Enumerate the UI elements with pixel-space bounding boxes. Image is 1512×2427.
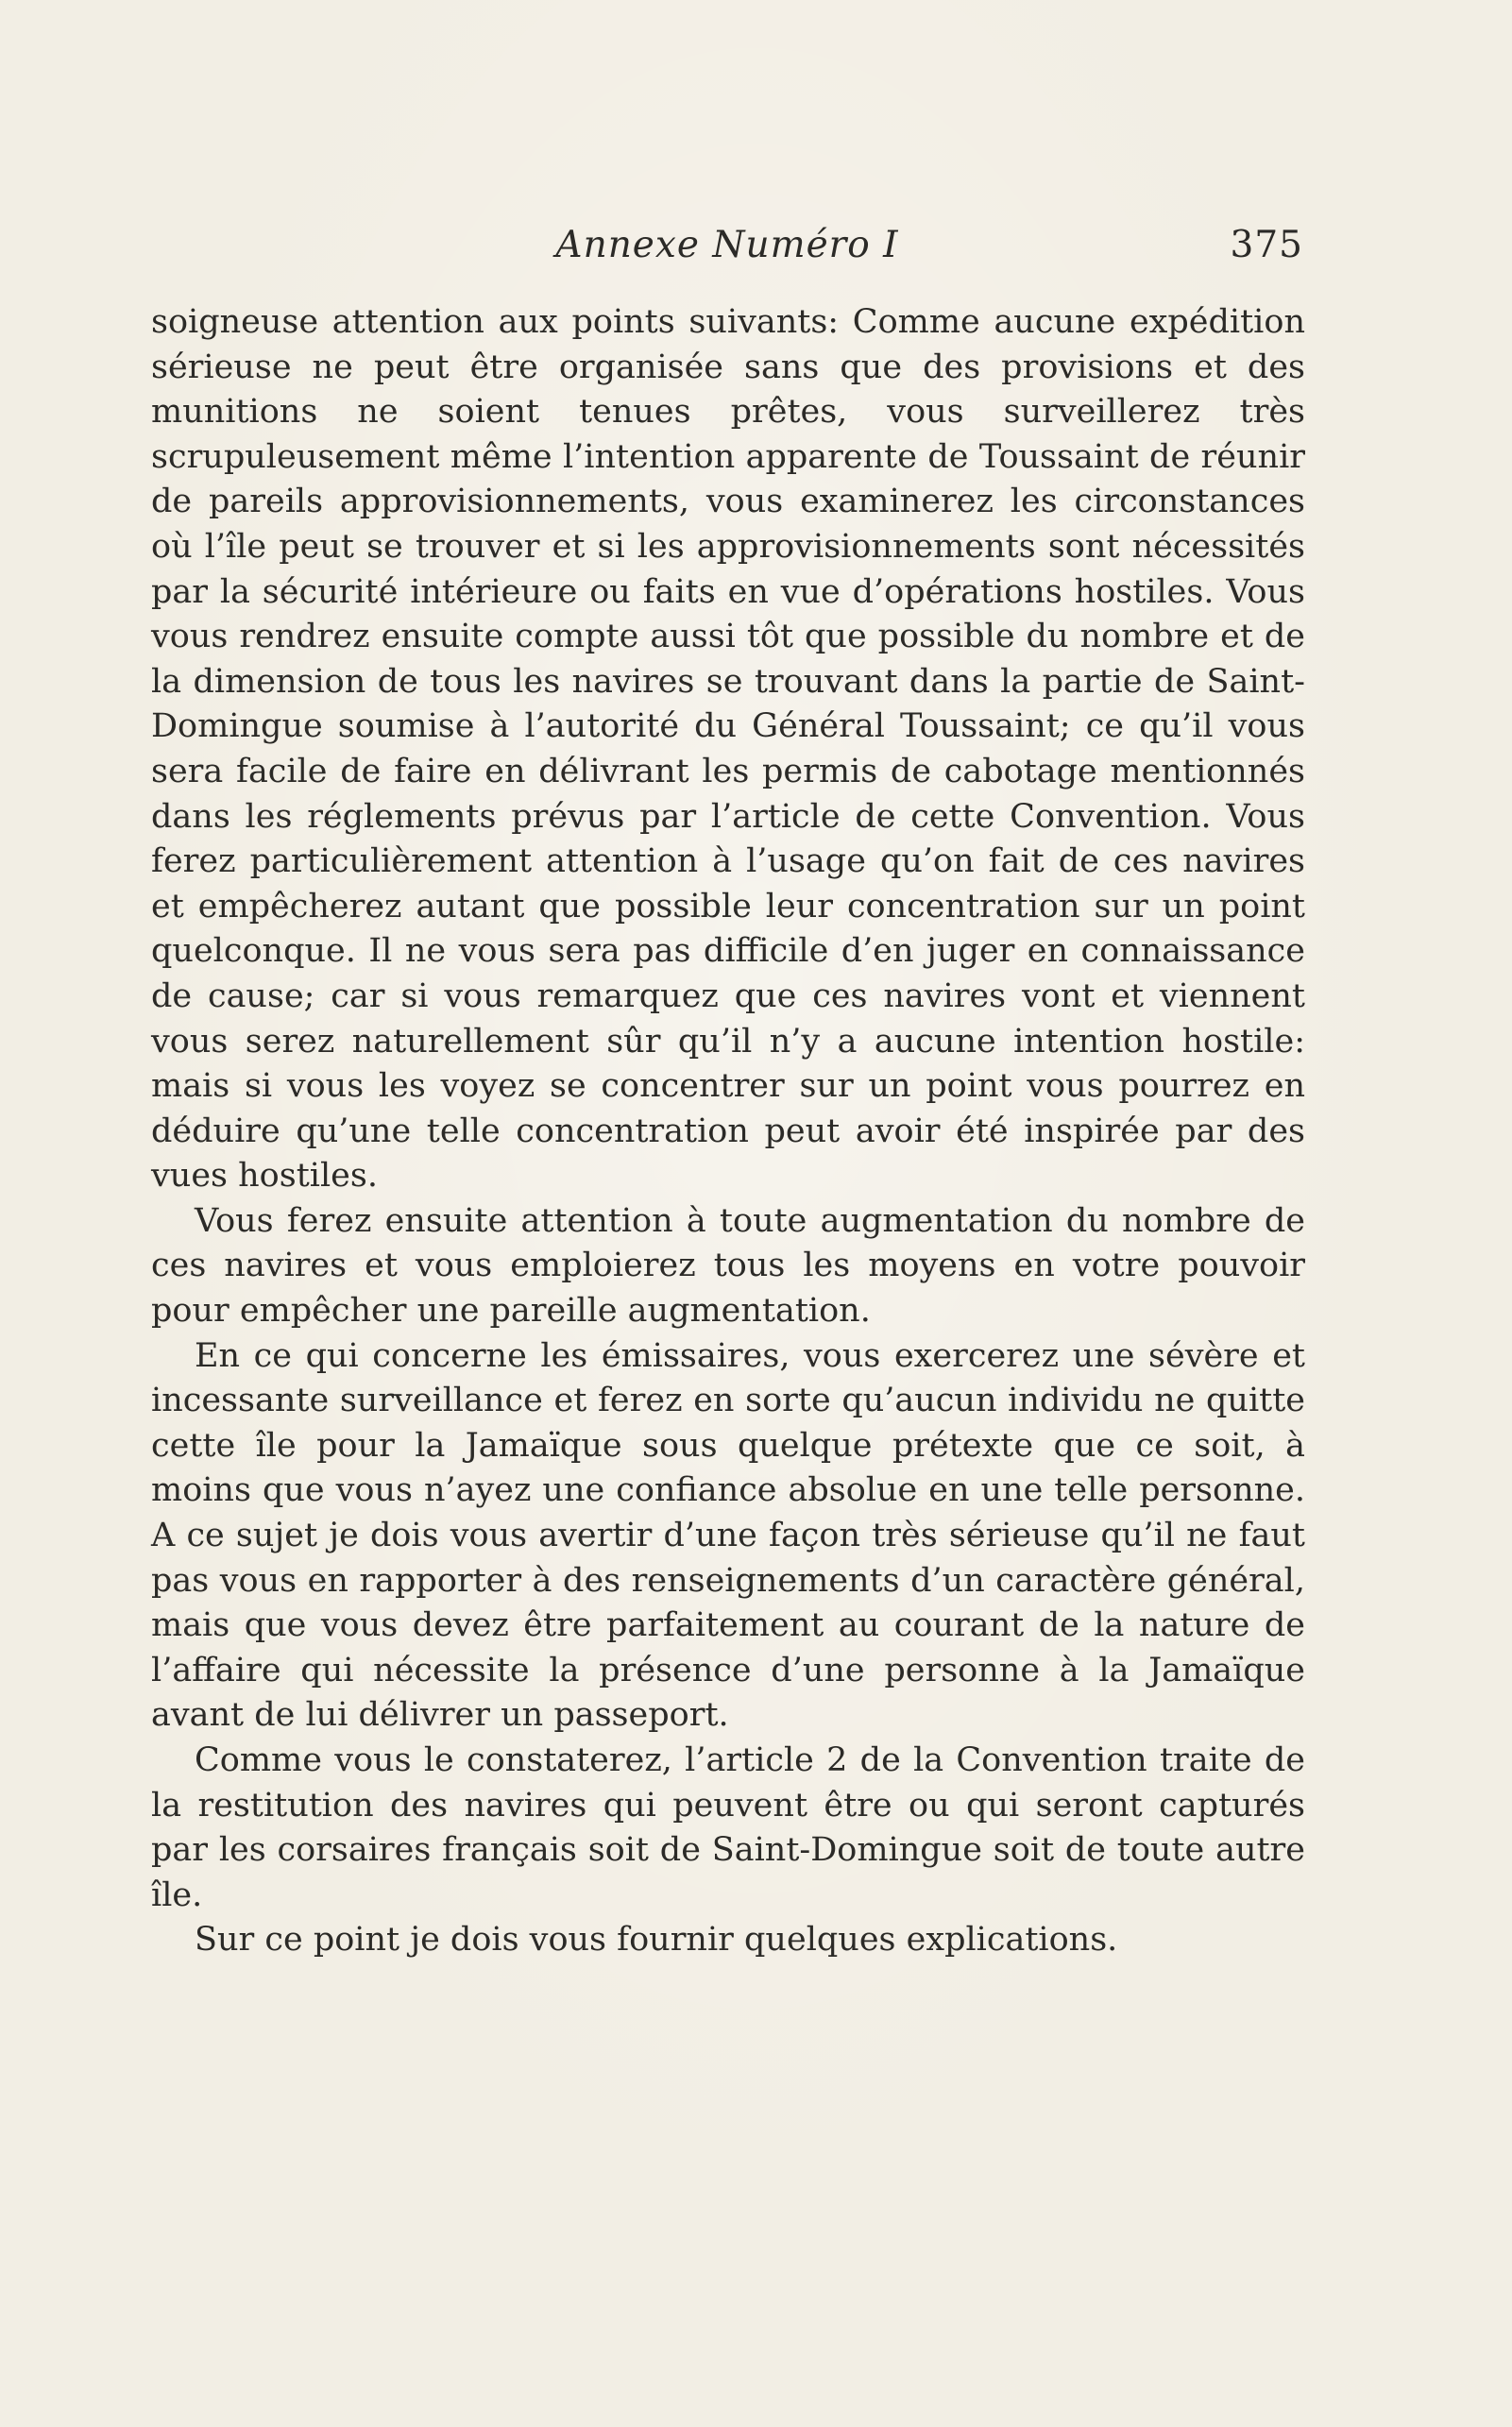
running-title: Annexe Numéro I (555, 224, 899, 266)
paragraph-1: soigneuse attention aux points suivants: Comme aucune expédition sérieuse ne peut être organisée sans que des provisions et des munitions ne soient tenues prêtes, vous surveillerez très scrupuleusement même l’intention apparente de Toussaint de réunir de pareils approvisionnements, vous examinerez les circonstances où l’île peut se trouver et si les approvisionnements sont nécessités par la sécurité intérieure ou faits en vue d’opérations hostiles. Vous vous rendrez ensuite compte aussi tôt que possible du nombre et de la dimension de tous les navires se trouvant dans la partie de Saint-Domingue soumise à l’autorité du Général Toussaint; ce qu’il vous sera facile de faire en délivrant les permis de cabotage mentionnés dans les réglements prévus par l’article de cette Convention. Vous ferez particulièrement attention à l’usage qu’on fait de ces navires et empêcherez autant que possible leur concentration sur un point quelconque. Il ne vous sera pas difficile d’en juger en connaissance de cause; car si vous remarquez que ces navires vont et viennent vous serez naturellement sûr qu’il n’y a aucune intention hostile: mais si vous les voyez se concentrer sur un point vous pourrez en déduire qu’une telle concentration peut avoir été inspirée par des vues hostiles. (151, 303, 1305, 1196)
paragraph-2: Vous ferez ensuite attention à toute augmentation du nombre de ces navires et vous emploierez tous les moyens en votre pouvoir pour empêcher une pareille augmentation. (151, 1201, 1305, 1331)
page-number: 375 (1230, 224, 1303, 266)
paragraph-4: Comme vous le constaterez, l’article 2 de la Convention traite de la restitution des navires qui peuvent être ou qui seront capturés par les corsaires français soit de Saint-Domingue soit de toute autre île. (151, 1741, 1305, 1914)
running-head (151, 217, 1303, 274)
body-text (151, 300, 1305, 1963)
paragraph-3: En ce qui concerne les émissaires, vous exercerez une sévère et incessante surveillance et ferez en sorte qu’aucun individu ne quitte cette île pour la Jamaïque sous quelque prétexte que ce soit, à moins que vous n’ayez une confiance absolue en une telle personne. A ce sujet je dois vous avertir d’une façon très sérieuse qu’il ne faut pas vous en rapporter à des renseignements d’un caractère général, mais que vous devez être parfaitement au courant de la nature de l’affaire qui nécessite la présence d’une personne à la Jamaïque avant de lui délivrer un passeport. (151, 1336, 1305, 1735)
paragraph-5: Sur ce point je dois vous fournir quelques explications. (195, 1921, 1118, 1960)
